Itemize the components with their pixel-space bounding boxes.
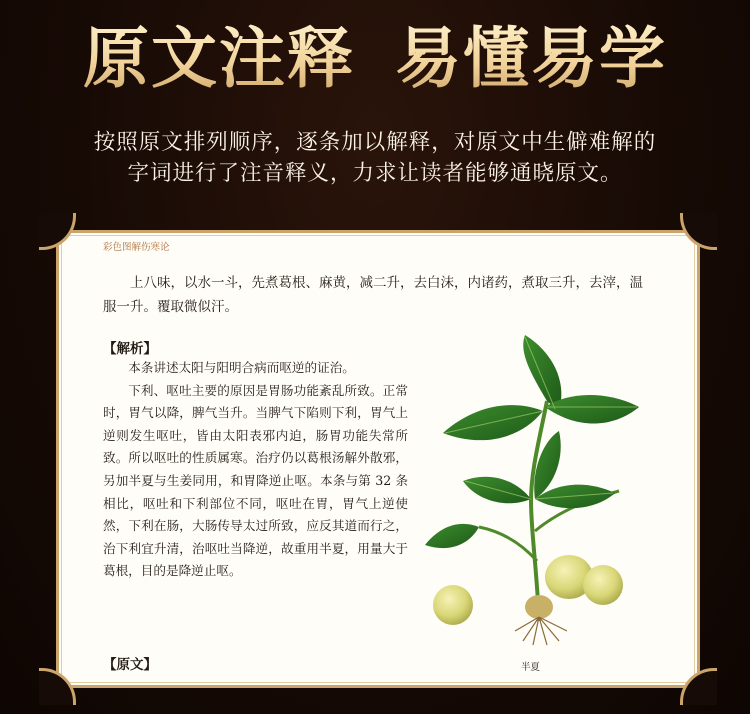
book-page-frame [56,230,700,688]
headline-left: 原文注释 [83,20,355,97]
formula-text: 上八味，以水一斗，先煮葛根、麻黄，减二升，去白沫，内诸药，煮取三升，去滓，温服一升。覆取微似汗。 [103,275,643,315]
formula-paragraph [103,271,655,319]
analysis-paragraph-1: 本条讲述太阳与阳明合病而呕逆的证治。 [128,360,355,375]
subtitle-line-1: 按照原文排列顺序，逐条加以解释，对原文中生僻难解的 [93,130,657,155]
original-text-heading: 【原文】 [103,657,157,673]
analysis-body [103,357,408,583]
headline [0,16,750,102]
pinellia-plant-illustration [419,331,651,649]
illustration-caption: 半夏 [521,662,541,673]
subtitle-line-2: 字词进行了注音释义，力求让读者能够通晓原文。 [127,161,623,186]
page-running-header: 彩色图解伤寒论 [103,242,170,253]
analysis-heading: 【解析】 [103,341,157,357]
headline-right: 易懂易学 [395,20,667,97]
analysis-paragraph-2: 下利、呕吐主要的原因是胃肠功能紊乱所致。正常时，胃气以降，脾气当升。当脾气下陷则下利，胃气上逆则发生呕吐，皆由太阳表邪内迫，肠胃功能失常所致。所以呕吐的性质属寒。治疗仍以葛根汤解外散邪，另加半夏与生姜同用，和胃降逆止呕。本条与第 32 条相比，呕吐和下利部位不同，呕吐在胃，胃气上逆使然，下利在肠，大肠传导太过所致，应反其道而行之，治下利宜升清，治呕吐当降逆，故重用半夏，用量大于葛根，目的是降逆止呕。 [103,382,408,579]
